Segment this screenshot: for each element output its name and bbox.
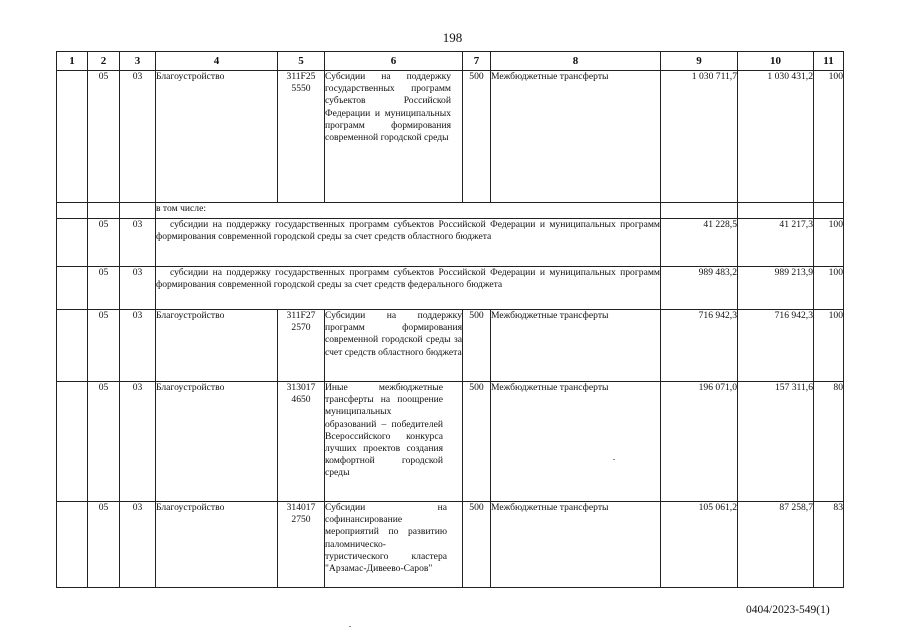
expense-type-code: 500 — [463, 502, 491, 588]
execution-percent: 80 — [814, 382, 844, 502]
col-header: 4 — [156, 52, 278, 71]
expense-type-code: 500 — [463, 71, 491, 203]
document-code: 0404/2023-549(1) — [746, 604, 830, 616]
section-code: 05 — [88, 502, 120, 588]
actual-amount: 41 217,3 — [738, 219, 814, 267]
subsidy-description: субсидии на поддержку государственных программ субъектов Российской Федерации и муниципальных программ формирования современной городской среды за счет средств федерального бюджета — [156, 267, 661, 310]
subsection-code: 03 — [120, 71, 156, 203]
expense-type-name: Межбюджетные трансферты — [491, 502, 661, 588]
expense-type-code: 500 — [463, 382, 491, 502]
section-name: Благоустройство — [156, 310, 278, 382]
planned-amount: 989 483,2 — [661, 267, 738, 310]
col-header: 10 — [738, 52, 814, 71]
section-code: 05 — [88, 310, 120, 382]
subsidy-description: субсидии на поддержку государственных программ субъектов Российской Федерации и муниципальных программ формирования современной городской среды за счет средств областного бюджета — [156, 219, 661, 267]
actual-amount: 716 942,3 — [738, 310, 814, 382]
execution-percent: 100 — [814, 310, 844, 382]
scan-speck — [613, 459, 615, 460]
table-row — [57, 310, 844, 382]
col-header: 1 — [57, 52, 88, 71]
col-header: 2 — [88, 52, 120, 71]
target-article-code: 311F25 5550 — [278, 71, 325, 203]
col-header: 7 — [463, 52, 491, 71]
expense-description: Субсидии на поддержку программ формирования современной городской среды за счет средств областного бюджета — [325, 310, 463, 382]
col-header: 5 — [278, 52, 325, 71]
target-article-code: 313017 4650 — [278, 382, 325, 502]
scan-speck — [349, 626, 351, 627]
subsection-code: 03 — [120, 502, 156, 588]
expense-type-code: 500 — [463, 310, 491, 382]
table-row — [57, 502, 844, 588]
table-row — [57, 382, 844, 502]
section-code: 05 — [88, 382, 120, 502]
col-header: 8 — [491, 52, 661, 71]
planned-amount: 41 228,5 — [661, 219, 738, 267]
execution-percent: 100 — [814, 71, 844, 203]
header-row — [57, 52, 844, 71]
execution-percent: 83 — [814, 502, 844, 588]
planned-amount: 1 030 711,7 — [661, 71, 738, 203]
expense-type-name: Межбюджетные трансферты — [491, 310, 661, 382]
expense-description: Иные межбюджетные трансферты на поощрение муниципальных образований – победителей Всероссийского конкурса лучших проектов создания комфортной городской среды — [325, 382, 463, 502]
execution-percent: 100 — [814, 267, 844, 310]
col-header: 6 — [325, 52, 463, 71]
col-header: 11 — [814, 52, 844, 71]
section-name: Благоустройство — [156, 502, 278, 588]
expense-description: Субсидии на поддержку государственных программ субъектов Российской Федерации и муниципальных программ формирования современной городской среды — [325, 71, 463, 203]
section-code: 05 — [88, 219, 120, 267]
expense-description: Субсидии на софинансирование мероприятий по развитию паломническо-туристического кластера "Арзамас-Дивеево-Саров" — [325, 502, 463, 588]
section-name: Благоустройство — [156, 71, 278, 203]
subsection-code: 03 — [120, 382, 156, 502]
actual-amount: 1 030 431,2 — [738, 71, 814, 203]
planned-amount: 196 071,0 — [661, 382, 738, 502]
section-name: Благоустройство — [156, 382, 278, 502]
table-row — [57, 219, 844, 267]
actual-amount: 87 258,7 — [738, 502, 814, 588]
page-number: 198 — [442, 30, 463, 45]
subsection-code: 03 — [120, 267, 156, 310]
section-code: 05 — [88, 267, 120, 310]
section-code: 05 — [88, 71, 120, 203]
planned-amount: 716 942,3 — [661, 310, 738, 382]
expense-type-name: Межбюджетные трансферты — [491, 382, 661, 502]
actual-amount: 989 213,9 — [738, 267, 814, 310]
target-article-code: 311F27 2570 — [278, 310, 325, 382]
col-header: 9 — [661, 52, 738, 71]
table-row — [57, 71, 844, 203]
table-row — [57, 267, 844, 310]
col-header: 3 — [120, 52, 156, 71]
planned-amount: 105 061,2 — [661, 502, 738, 588]
including-note: в том числе: — [156, 203, 661, 219]
expense-type-name: Межбюджетные трансферты — [491, 71, 661, 203]
table-row — [57, 203, 844, 219]
actual-amount: 157 311,6 — [738, 382, 814, 502]
target-article-code: 314017 2750 — [278, 502, 325, 588]
subsection-code: 03 — [120, 310, 156, 382]
execution-percent: 100 — [814, 219, 844, 267]
budget-table — [56, 51, 844, 588]
subsection-code: 03 — [120, 219, 156, 267]
